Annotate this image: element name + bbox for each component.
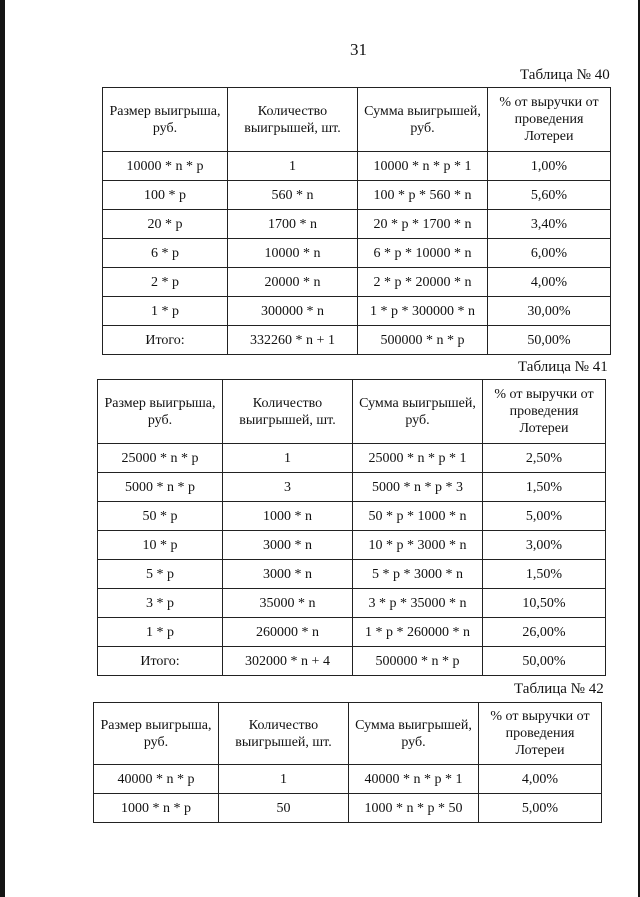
header-prize-count: Количество выигрышей, шт. [223, 380, 353, 444]
cell-prize-sum: 50 * p * 1000 * n [353, 502, 483, 531]
cell-prize-size: 100 * p [103, 181, 228, 210]
cell-prize-sum: 10 * p * 3000 * n [353, 531, 483, 560]
table-header-row [98, 380, 606, 444]
cell-prize-size: 25000 * n * p [98, 444, 223, 473]
table-row [98, 444, 606, 473]
cell-revenue-percent: 1,50% [483, 473, 606, 502]
cell-prize-count: 260000 * n [223, 618, 353, 647]
table-row [98, 560, 606, 589]
cell-revenue-percent: 5,00% [479, 794, 602, 823]
table-41-caption: Таблица № 41 [518, 359, 608, 375]
cell-revenue-percent: 2,50% [483, 444, 606, 473]
header-revenue-percent: % от выручки от проведения Лотереи [488, 88, 611, 152]
table-header-row [94, 703, 602, 765]
cell-prize-size: 40000 * n * p [94, 765, 219, 794]
header-prize-sum: Сумма выигрышей, руб. [358, 88, 488, 152]
cell-revenue-percent: 4,00% [488, 268, 611, 297]
cell-prize-sum: 1 * p * 300000 * n [358, 297, 488, 326]
table-header-row [103, 88, 611, 152]
table-row [98, 618, 606, 647]
cell-prize-size: 50 * p [98, 502, 223, 531]
cell-prize-count: 1700 * n [228, 210, 358, 239]
header-prize-count: Количество выигрышей, шт. [219, 703, 349, 765]
cell-revenue-percent: 30,00% [488, 297, 611, 326]
table-row [98, 589, 606, 618]
cell-total-label: Итого: [103, 326, 228, 355]
cell-prize-sum: 3 * p * 35000 * n [353, 589, 483, 618]
cell-prize-count: 3 [223, 473, 353, 502]
cell-prize-sum: 25000 * n * p * 1 [353, 444, 483, 473]
cell-prize-count: 10000 * n [228, 239, 358, 268]
table-row [98, 531, 606, 560]
table-row [103, 239, 611, 268]
cell-prize-sum: 1 * p * 260000 * n [353, 618, 483, 647]
table-row [94, 765, 602, 794]
cell-prize-count: 3000 * n [223, 531, 353, 560]
page-number: 31 [350, 40, 367, 59]
cell-prize-size: 20 * p [103, 210, 228, 239]
cell-prize-sum: 500000 * n * p [358, 326, 488, 355]
header-revenue-percent: % от выручки от проведения Лотереи [479, 703, 602, 765]
cell-prize-sum: 100 * p * 560 * n [358, 181, 488, 210]
cell-prize-count: 302000 * n + 4 [223, 647, 353, 676]
header-prize-count: Количество выигрышей, шт. [228, 88, 358, 152]
cell-revenue-percent: 10,50% [483, 589, 606, 618]
cell-revenue-percent: 3,40% [488, 210, 611, 239]
cell-prize-sum: 6 * p * 10000 * n [358, 239, 488, 268]
table-total-row [98, 647, 606, 676]
header-prize-sum: Сумма выигрышей, руб. [349, 703, 479, 765]
cell-prize-count: 3000 * n [223, 560, 353, 589]
cell-prize-size: 1000 * n * p [94, 794, 219, 823]
header-prize-sum: Сумма выигрышей, руб. [353, 380, 483, 444]
cell-prize-sum: 20 * p * 1700 * n [358, 210, 488, 239]
table-row [103, 181, 611, 210]
table-total-row [103, 326, 611, 355]
cell-revenue-percent: 6,00% [488, 239, 611, 268]
cell-prize-sum: 40000 * n * p * 1 [349, 765, 479, 794]
cell-prize-size: 6 * p [103, 239, 228, 268]
header-prize-size: Размер выигрыша, руб. [94, 703, 219, 765]
cell-prize-count: 50 [219, 794, 349, 823]
cell-prize-sum: 500000 * n * p [353, 647, 483, 676]
scan-border-left [0, 0, 5, 897]
table-41 [97, 379, 606, 676]
cell-prize-count: 1 [223, 444, 353, 473]
cell-revenue-percent: 5,60% [488, 181, 611, 210]
cell-prize-sum: 5 * p * 3000 * n [353, 560, 483, 589]
cell-prize-sum: 5000 * n * p * 3 [353, 473, 483, 502]
table-row [103, 152, 611, 181]
cell-prize-size: 5 * p [98, 560, 223, 589]
cell-revenue-percent: 1,50% [483, 560, 606, 589]
cell-prize-count: 560 * n [228, 181, 358, 210]
cell-revenue-percent: 5,00% [483, 502, 606, 531]
cell-prize-count: 300000 * n [228, 297, 358, 326]
cell-prize-count: 20000 * n [228, 268, 358, 297]
cell-prize-size: 2 * p [103, 268, 228, 297]
cell-prize-size: 5000 * n * p [98, 473, 223, 502]
cell-revenue-percent: 3,00% [483, 531, 606, 560]
table-row [94, 794, 602, 823]
table-row [98, 473, 606, 502]
cell-prize-count: 332260 * n + 1 [228, 326, 358, 355]
table-42-caption: Таблица № 42 [514, 681, 604, 697]
cell-prize-count: 35000 * n [223, 589, 353, 618]
table-row [103, 268, 611, 297]
cell-prize-sum: 10000 * n * p * 1 [358, 152, 488, 181]
cell-prize-count: 1000 * n [223, 502, 353, 531]
cell-prize-size: 10 * p [98, 531, 223, 560]
cell-prize-size: 3 * p [98, 589, 223, 618]
header-revenue-percent: % от выручки от проведения Лотереи [483, 380, 606, 444]
cell-revenue-percent: 50,00% [483, 647, 606, 676]
cell-prize-sum: 2 * p * 20000 * n [358, 268, 488, 297]
cell-revenue-percent: 50,00% [488, 326, 611, 355]
cell-prize-count: 1 [228, 152, 358, 181]
cell-prize-count: 1 [219, 765, 349, 794]
cell-total-label: Итого: [98, 647, 223, 676]
header-prize-size: Размер выигрыша, руб. [98, 380, 223, 444]
cell-revenue-percent: 26,00% [483, 618, 606, 647]
cell-revenue-percent: 4,00% [479, 765, 602, 794]
cell-prize-size: 1 * p [98, 618, 223, 647]
cell-revenue-percent: 1,00% [488, 152, 611, 181]
cell-prize-sum: 1000 * n * p * 50 [349, 794, 479, 823]
cell-prize-size: 10000 * n * p [103, 152, 228, 181]
table-40-caption: Таблица № 40 [520, 67, 610, 83]
cell-prize-size: 1 * p [103, 297, 228, 326]
table-42 [93, 702, 602, 823]
header-prize-size: Размер выигрыша, руб. [103, 88, 228, 152]
table-40 [102, 87, 611, 355]
table-row [103, 210, 611, 239]
table-row [103, 297, 611, 326]
table-row [98, 502, 606, 531]
